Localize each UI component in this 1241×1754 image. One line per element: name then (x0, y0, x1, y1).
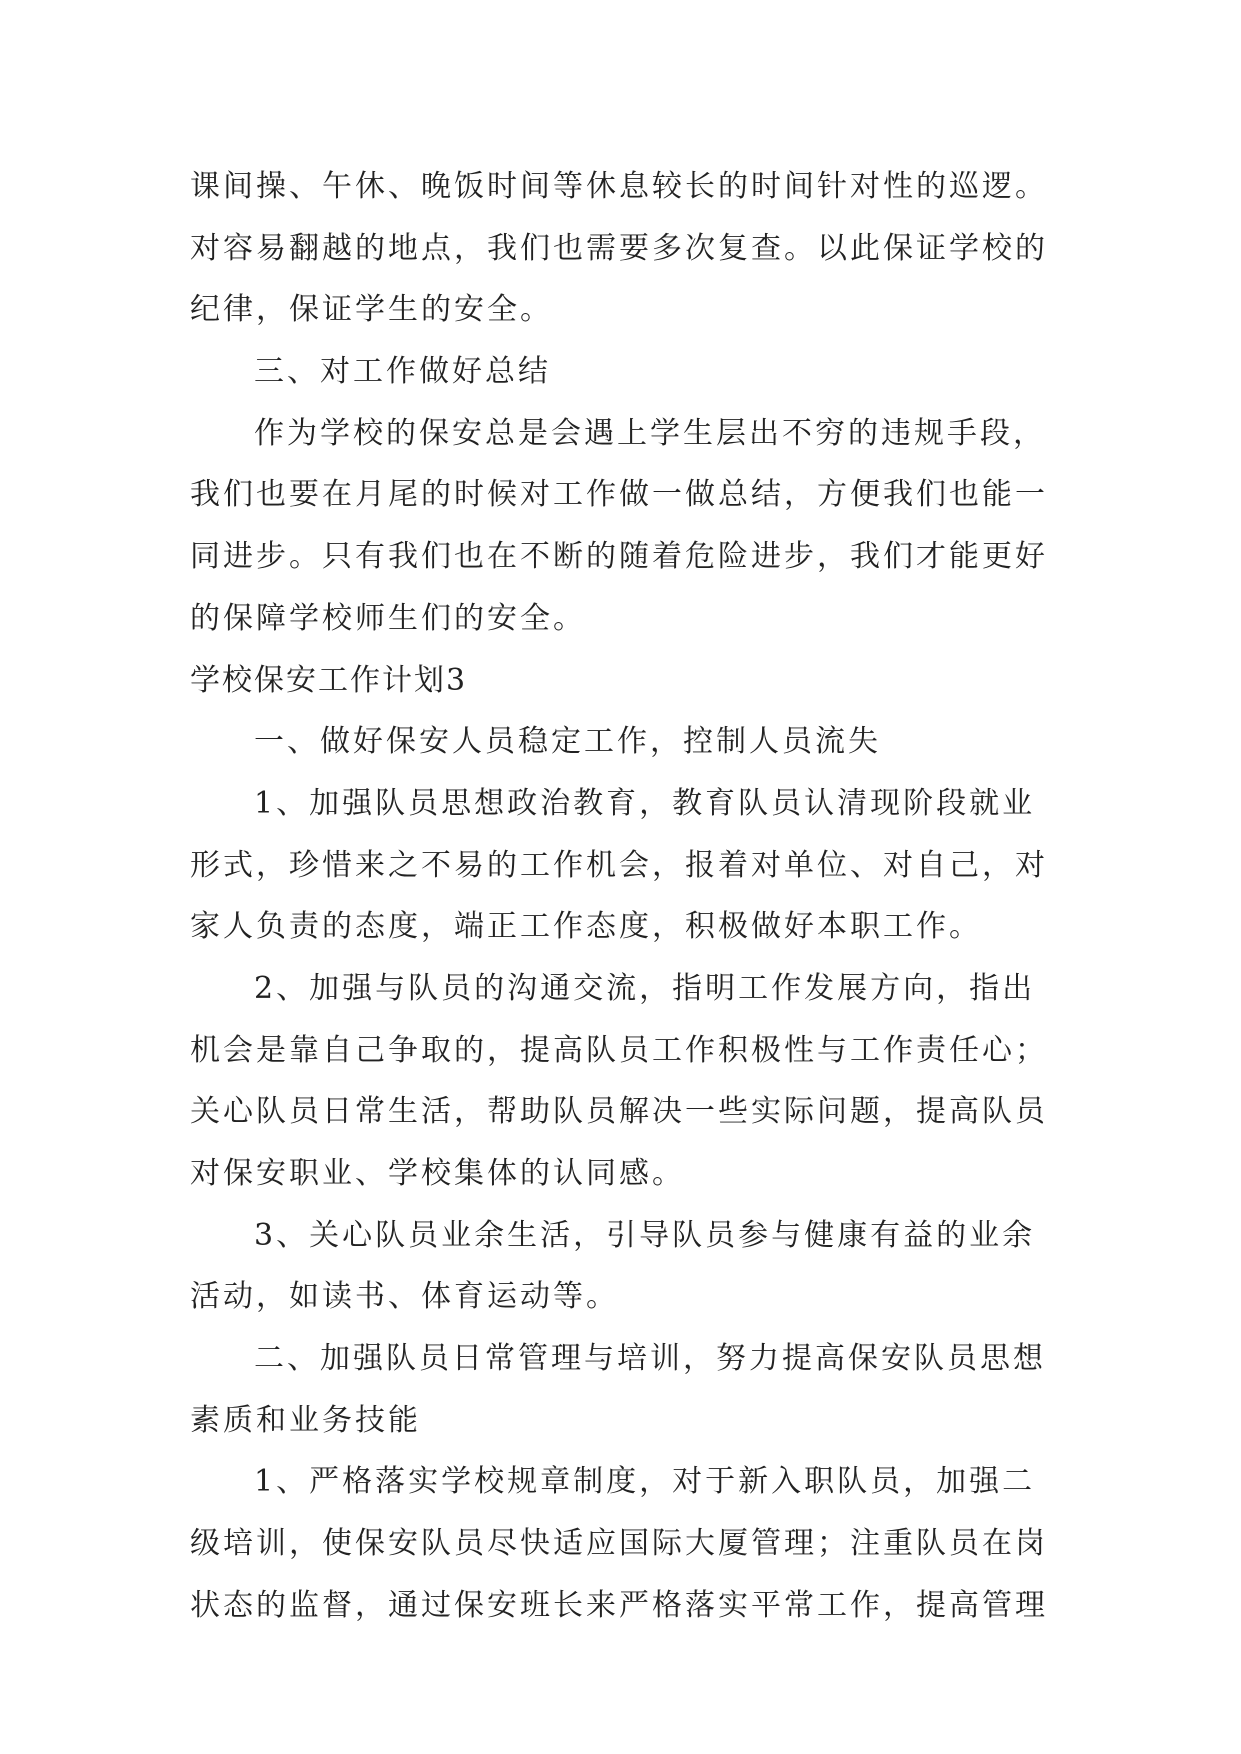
text-line: 3、关心队员业余生活，引导队员参与健康有益的业余 (254, 1217, 1036, 1253)
text-line: 作为学校的保安总是会遇上学生层出不穷的违规手段， (254, 415, 1046, 451)
text-line: 纪律，保证学生的安全。 (190, 292, 553, 328)
text-line: 机会是靠自己争取的，提高队员工作积极性与工作责任心； (190, 1032, 1048, 1068)
text-line: 关心队员日常生活，帮助队员解决一些实际问题，提高队员 (190, 1094, 1048, 1130)
text-line: 状态的监督，通过保安班长来严格落实平常工作，提高管理 (190, 1587, 1048, 1623)
text-line: 的保障学校师生们的安全。 (190, 600, 586, 636)
text-line: 2、加强与队员的沟通交流，指明工作发展方向，指出 (254, 970, 1036, 1006)
text-line: 对保安职业、学校集体的认同感。 (190, 1156, 685, 1191)
text-line: 家人负责的态度，端正工作态度，积极做好本职工作。 (190, 909, 982, 945)
text-line: 1、严格落实学校规章制度，对于新入职队员，加强二 (254, 1464, 1036, 1500)
text-line: 对容易翻越的地点，我们也需要多次复查。以此保证学校的 (190, 230, 1048, 266)
text-line: 级培训，使保安队员尽快适应国际大厦管理；注重队员在岗 (190, 1526, 1048, 1562)
document-title: 学校保安工作计划3 (190, 662, 468, 698)
text-line: 活动，如读书、体育运动等。 (190, 1279, 619, 1315)
text-line: 课间操、午休、晚饭时间等休息较长的时间针对性的巡逻。 (190, 169, 1048, 204)
text-line: 同进步。只有我们也在不断的随着危险进步，我们才能更好 (190, 539, 1048, 575)
section-heading: 三、对工作做好总结 (254, 354, 551, 390)
text-line: 我们也要在月尾的时候对工作做一做总结，方便我们也能一 (190, 477, 1048, 513)
text-line: 形式，珍惜来之不易的工作机会，报着对单位、对自己，对 (190, 847, 1048, 883)
section-heading: 一、做好保安人员稳定工作，控制人员流失 (254, 724, 881, 760)
text-line: 素质和业务技能 (190, 1402, 421, 1438)
document-body (190, 156, 1060, 1637)
text-line: 1、加强队员思想政治教育，教育队员认清现阶段就业 (254, 785, 1036, 821)
section-heading: 二、加强队员日常管理与培训，努力提高保安队员思想 (254, 1341, 1046, 1377)
